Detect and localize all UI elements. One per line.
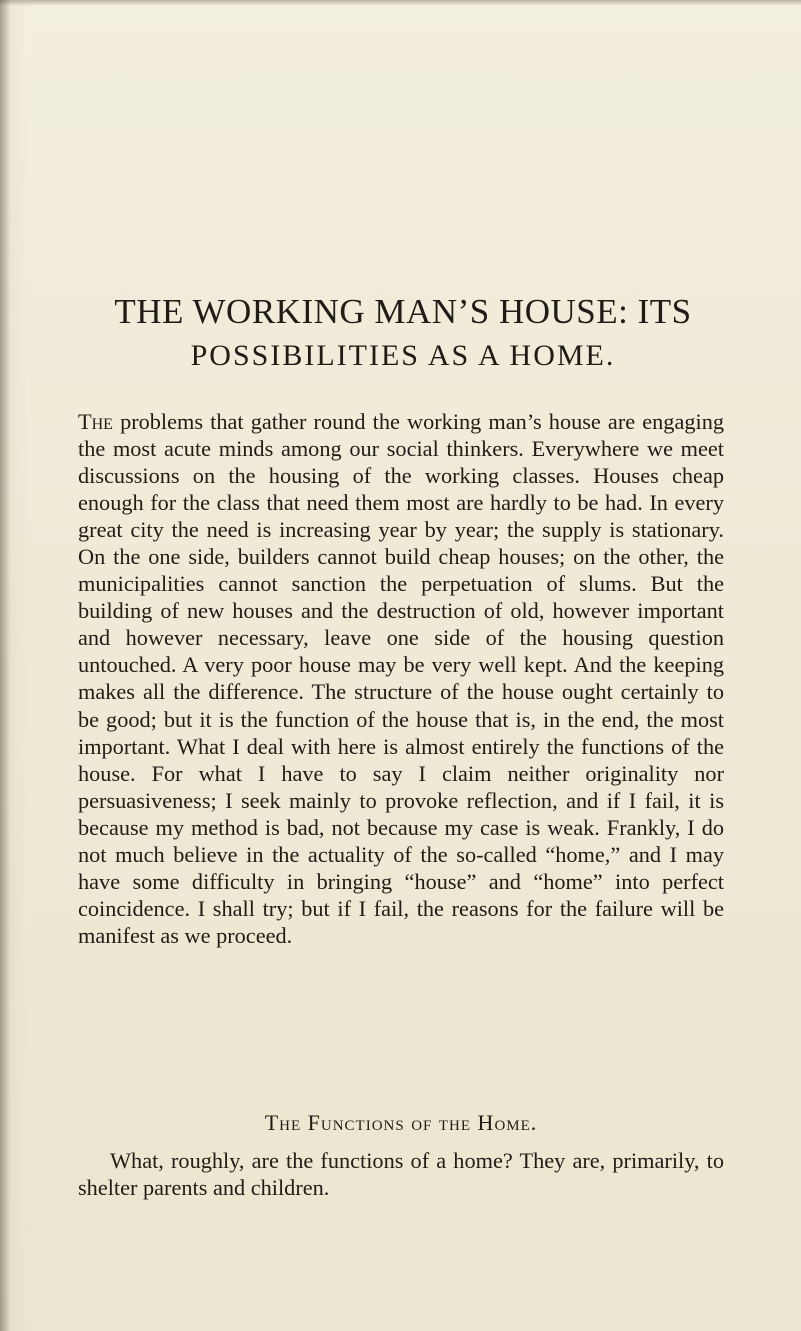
section-heading: The Functions of the Home.: [264, 1110, 538, 1135]
second-paragraph: What, roughly, are the functions of a home? They are, primarily, to shelter parents and children.: [78, 1148, 724, 1201]
page-top-edge: [0, 0, 801, 6]
opening-paragraph: [78, 408, 724, 949]
chapter-title-line-2: POSSIBILITIES AS A HOME.: [190, 339, 616, 372]
opening-word: The: [78, 409, 113, 434]
page-binding-shadow: [0, 0, 10, 1331]
chapter-title: [78, 290, 728, 378]
opening-paragraph-text: problems that gather round the working man’s house are engaging the most acute minds among our social thinkers. Everywhere we meet discussions on the housing of the working classes. Houses cheap enough for the class that need them most are hardly to be had. In every great city the need is increasing year by year; the supply is stationary. On the one side, builders cannot build cheap houses; on the other, the municipalities cannot sanction the perpetuation of slums. But the building of new houses and the destruction of old, however important and however necessary, leave one side of the housing question untouched. A very poor house may be very well kept. And the keeping makes all the difference. The structure of the house ought certainly to be good; but it is the function of the house that is, in the end, the most important. What I deal with here is almost entirely the functions of the house. For what I have to say I claim neither originality nor persuasiveness; I seek mainly to provoke reflection, and if I fail, it is because my method is bad, not because my case is weak. Frankly, I do not much believe in the actuality of the so-called “home,” and I may have some difficulty in bringing “house” and “home” into perfect coincidence. I shall try; but if I fail, the reasons for the failure will be manifest as we proceed.: [78, 409, 724, 948]
chapter-title-line-1: THE WORKING MAN’S HOUSE: ITS: [114, 292, 692, 331]
